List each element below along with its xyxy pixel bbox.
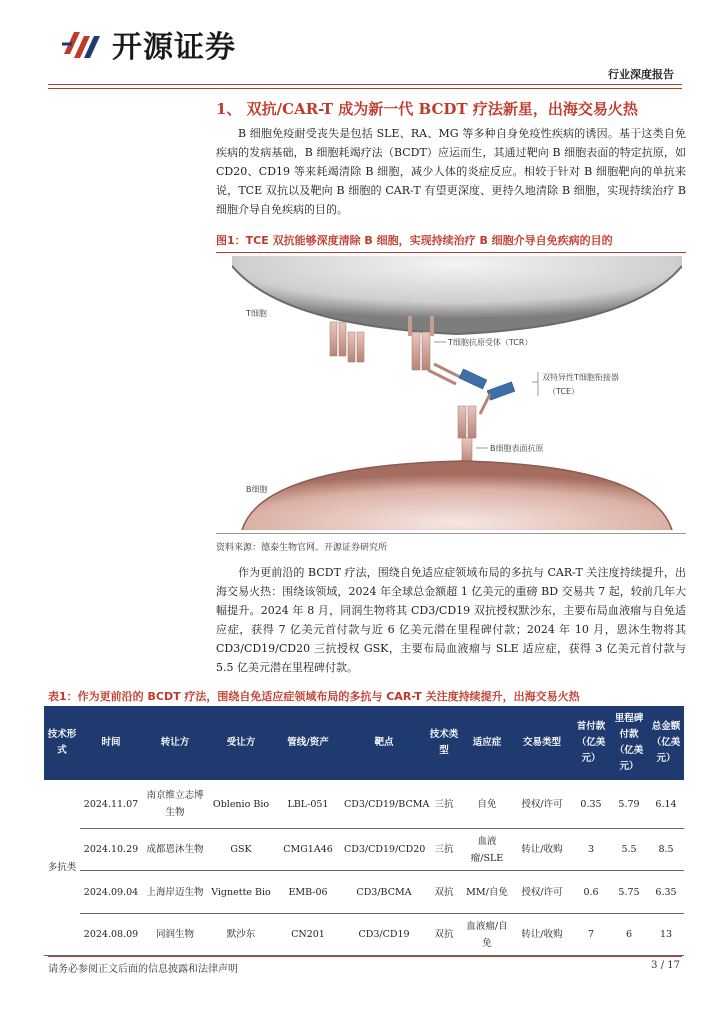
table-cell: 6.14 — [648, 780, 684, 829]
table-cell: 授权/许可 — [512, 780, 572, 829]
table-cell: CD3/CD19/CD20 — [342, 829, 426, 871]
disclaimer-note: 请务必参阅正文后面的信息披露和法律声明 — [48, 964, 238, 975]
table-cell: CD3/BCMA — [342, 871, 426, 914]
table-cell: MM/自免 — [462, 871, 512, 914]
b-cell-shape — [242, 461, 672, 530]
table-cell: EMB-06 — [274, 871, 342, 914]
label-b-cell: B细胞 — [246, 485, 268, 494]
page-number: 3 / 17 — [651, 960, 680, 971]
tce-mechanism-figure — [232, 256, 682, 530]
table-cell: 转让/收购 — [512, 829, 572, 871]
figure-divider — [216, 533, 686, 534]
table-cell: 2024.09.04 — [80, 871, 142, 914]
table-row — [44, 914, 684, 956]
t-cell-shape — [232, 256, 682, 334]
figure-caption-divider — [216, 252, 686, 253]
table-cell: 5.79 — [610, 780, 648, 829]
table-cell: 5.5 — [610, 829, 648, 871]
table-cell: Oblenio Bio — [208, 780, 274, 829]
table-cell: 3 — [572, 829, 610, 871]
brand-logo — [60, 22, 236, 66]
section-title: 1、 双抗/CAR-T 成为新一代 BCDT 疗法新星，出海交易火热 — [216, 100, 638, 118]
label-b-antigen: B细胞表面抗原 — [490, 444, 544, 453]
label-t-cell: T细胞 — [246, 309, 267, 318]
table-cell: 2024.10.29 — [80, 829, 142, 871]
header-cell: 首付款（亿美元） — [572, 706, 610, 780]
table-cell: 5.75 — [610, 871, 648, 914]
label-tce-line1: 双特异性T细胞衔接器 — [542, 373, 619, 382]
table-cell: 8.5 — [648, 829, 684, 871]
table-cell: 血液瘤/自免 — [462, 914, 512, 956]
table-cell: 三抗 — [426, 780, 462, 829]
header-divider-secondary — [48, 88, 682, 89]
table-cell: 血液瘤/SLE — [462, 829, 512, 871]
header-cell: 受让方 — [208, 706, 274, 780]
table-cell: 0.6 — [572, 871, 610, 914]
table-cell: 6 — [610, 914, 648, 956]
report-type: 行业深度报告 — [608, 68, 674, 81]
table-cell: CMG1A46 — [274, 829, 342, 871]
b-cell-antigen — [458, 406, 476, 464]
table-cell: Vignette Bio — [208, 871, 274, 914]
brand-name: 开源证券 — [112, 30, 236, 65]
table-header-row — [44, 706, 684, 780]
table-cell: 6.35 — [648, 871, 684, 914]
header-cell: 总金额（亿美元） — [648, 706, 684, 780]
label-tce-line2: （TCE） — [548, 387, 580, 396]
header-cell: 交易类型 — [512, 706, 572, 780]
header-cell: 技术类型 — [426, 706, 462, 780]
table-cell: 转让/收购 — [512, 914, 572, 956]
figure-source: 资料来源：德泰生物官网、开源证券研究所 — [216, 543, 388, 553]
table-row — [44, 871, 684, 914]
table-cell: 0.35 — [572, 780, 610, 829]
header-cell: 里程碑付款（亿美元） — [610, 706, 648, 780]
brand-mark-icon — [60, 24, 104, 64]
table-cell: 三抗 — [426, 829, 462, 871]
table-cell: CN201 — [274, 914, 342, 956]
deals-paragraph: 作为更前沿的 BCDT 疗法，围绕自免适应症领域布局的多抗与 CAR-T 关注度持续提升，出海交易火热：围绕该领域，2024 年全球总金额超 1 亿美元的重磅 BD 交易共 7 起，较前几年大幅提升。2024 年 8 月，同润生物将其 CD3/CD19 双抗授权默沙东，主要布局血液瘤与自免适应症，获得 7 亿美元首付款与近 6 亿美元潜在里程碑付款；2024 年 10 月，恩沐生物将其 CD3/CD19/CD20 三抗授权 GSK，主要布局血液瘤与 SLE 适应症，获得 3 亿美元首付款与 5.5 亿美元潜在里程碑付款。 — [216, 566, 686, 674]
table-cell: CD3/CD19 — [342, 914, 426, 956]
table-cell: GSK — [208, 829, 274, 871]
table-cell: 上海岸迈生物 — [142, 871, 208, 914]
header-cell: 管线/资产 — [274, 706, 342, 780]
table-cell: 南京维立志博生物 — [142, 780, 208, 829]
bd-deals-table — [44, 706, 684, 956]
figure-caption: 图1：TCE 双抗能够深度清除 B 细胞，实现持续治疗 B 细胞介导自免疾病的目的 — [216, 234, 613, 247]
intro-paragraph: B 细胞免疫耐受丧失是包括 SLE、RA、MG 等多种自身免疫性疾病的诱因。基于这类自免疾病的发病基础，B 细胞耗竭疗法（BCDT）应运而生，其通过靶向 B 细胞表面的特定抗原，如 CD20、CD19 等来耗竭清除 B 细胞，减少人体的炎症反应。相较于针对 B 细胞靶向的单抗来说，TCE 双抗以及靶向 B 细胞的 CAR-T 有望更深度、更持久地清除 B 细胞，实现持续治疗 B 细胞介导自免疾病的目的。 — [216, 127, 686, 216]
table-cell: LBL-051 — [274, 780, 342, 829]
table-cell: 授权/许可 — [512, 871, 572, 914]
header-cell: 适应症 — [462, 706, 512, 780]
table-cell: 同润生物 — [142, 914, 208, 956]
table-row — [44, 780, 684, 829]
header-cell: 技术形式 — [44, 706, 80, 780]
header-cell: 转让方 — [142, 706, 208, 780]
table-cell: CD3/CD19/BCMA — [342, 780, 426, 829]
table-cell: 默沙东 — [208, 914, 274, 956]
table-cell: 成都恩沐生物 — [142, 829, 208, 871]
table-row — [44, 829, 684, 871]
header-cell: 时间 — [80, 706, 142, 780]
table-cell: 13 — [648, 914, 684, 956]
table-cell: 7 — [572, 914, 610, 956]
header-divider — [48, 84, 682, 85]
table-cell: 自免 — [462, 780, 512, 829]
header-cell: 靶点 — [342, 706, 426, 780]
table-caption: 表1：作为更前沿的 BCDT 疗法，围绕自免适应症领域布局的多抗与 CAR-T 关注度持续提升，出海交易火热 — [48, 690, 580, 703]
table-cell: 2024.08.09 — [80, 914, 142, 956]
table-cell: 双抗 — [426, 914, 462, 956]
table-cell: 2024.11.07 — [80, 780, 142, 829]
label-tcr: T细胞抗原受体（TCR） — [448, 338, 533, 347]
group-cell: 多抗类 — [44, 780, 80, 956]
footer-divider — [48, 956, 682, 957]
table-cell: 双抗 — [426, 871, 462, 914]
